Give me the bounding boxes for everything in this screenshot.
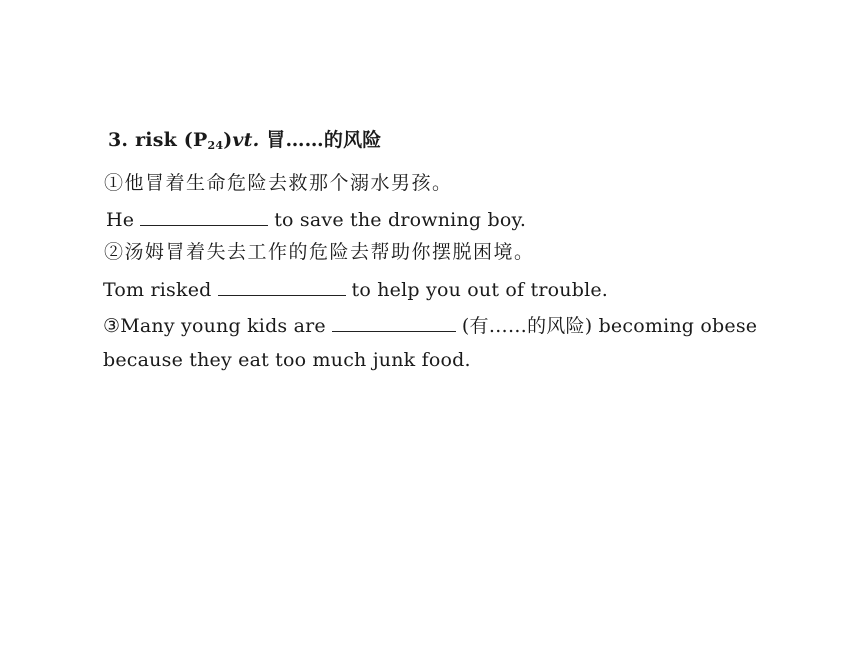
entry-number: 3.	[108, 129, 129, 151]
item3-post: becoming obese	[598, 315, 758, 337]
item1-pre: He	[106, 209, 135, 231]
page-ref-number: 24	[207, 139, 224, 152]
entry-heading	[108, 128, 381, 158]
item1-blank[interactable]	[140, 206, 268, 226]
entry-word: risk	[135, 129, 177, 151]
item2-sentence	[103, 276, 608, 302]
entry-meaning: 冒……的风险	[266, 129, 382, 151]
item2-post: to help you out of trouble.	[351, 279, 609, 301]
item1-chinese: ①他冒着生命危险去救那个溺水男孩。	[104, 172, 453, 194]
item1-sentence	[106, 206, 526, 232]
item3-hint: (有……的风险)	[461, 315, 593, 337]
item3-continuation: because they eat too much junk food.	[103, 349, 471, 371]
part-of-speech: vt.	[232, 129, 260, 151]
page-ref-open: (P	[183, 129, 208, 151]
item3-blank[interactable]	[332, 312, 456, 332]
page-ref-close: )	[223, 129, 233, 151]
item1-post: to save the drowning boy.	[274, 209, 527, 231]
item2-blank[interactable]	[218, 276, 346, 296]
item2-chinese: ②汤姆冒着失去工作的危险去帮助你摆脱困境。	[104, 241, 535, 263]
item3-pre: ③Many young kids are	[103, 315, 326, 337]
item3-sentence	[103, 312, 757, 338]
item2-pre: Tom risked	[103, 279, 212, 301]
